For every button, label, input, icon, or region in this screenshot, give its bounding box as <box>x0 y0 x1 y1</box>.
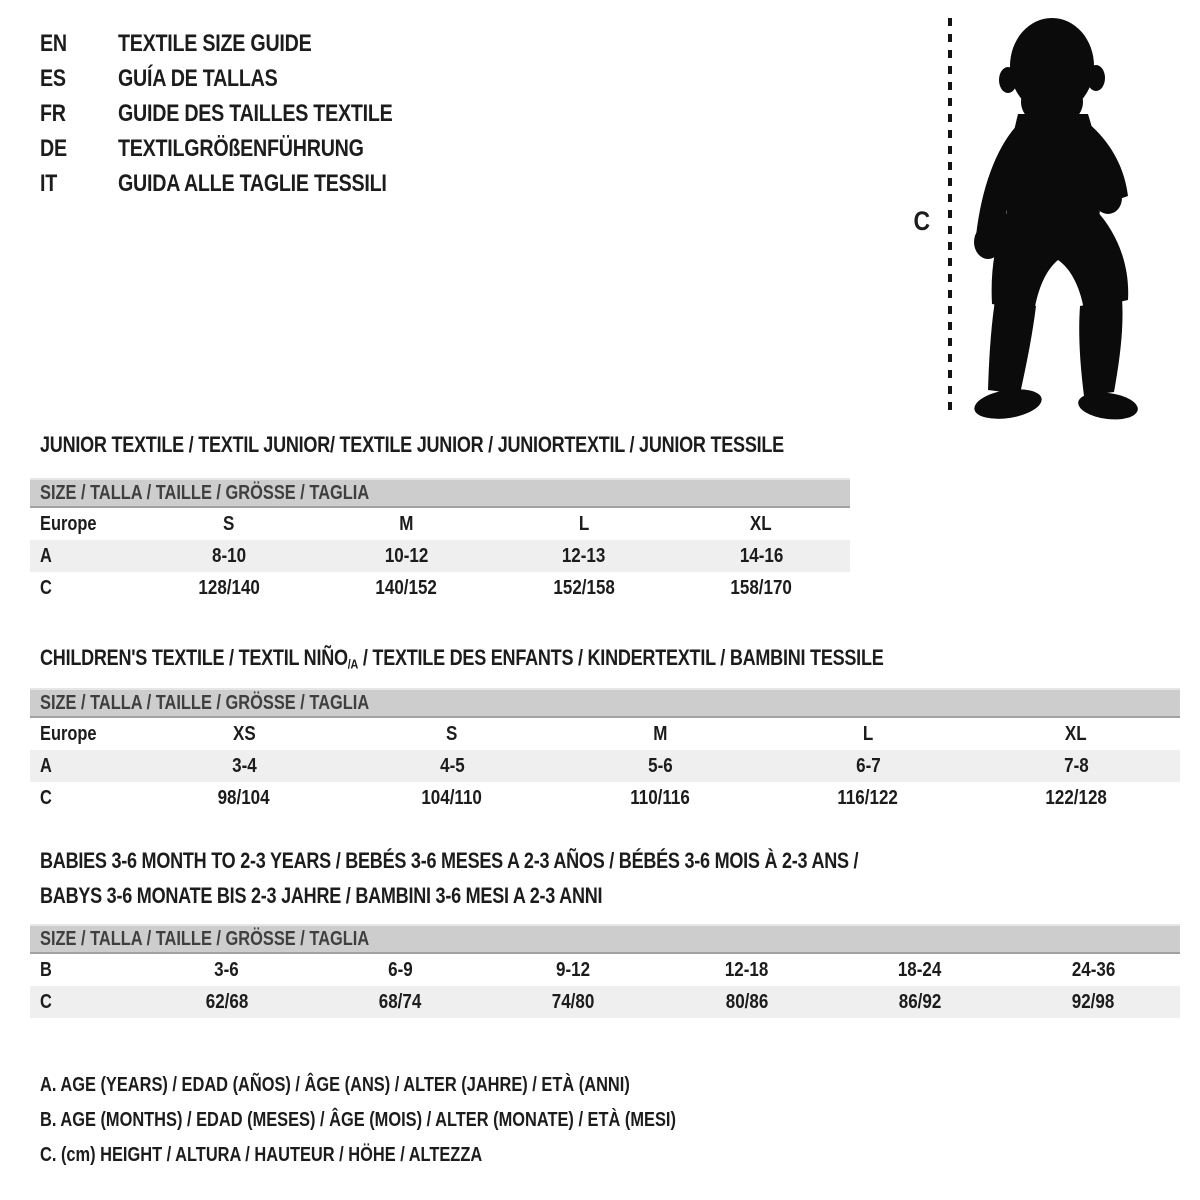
row-label-cell: B <box>40 959 52 981</box>
legend-line-b: B. AGE (MONTHS) / EDAD (MESES) / ÂGE (MOIS) / ALTER (MONATE) / ETÀ (MESI) <box>40 1109 676 1131</box>
size-value-cell: 4-5 <box>439 755 465 777</box>
lang-title-de: TEXTILGRÖßENFÜHRUNG <box>118 135 364 162</box>
size-value-cell: 8-10 <box>211 545 246 567</box>
size-value-cell: 24-36 <box>1071 959 1116 981</box>
babies-title-line1: BABIES 3-6 MONTH TO 2-3 YEARS / BEBÉS 3-6 MESES A 2-3 AÑOS / BÉBÉS 3-6 MOIS À 2-3 ANS / <box>40 848 859 873</box>
measurement-legend <box>40 1068 816 1173</box>
size-value-cell: S <box>446 723 458 745</box>
size-value-cell: 74/80 <box>552 991 595 1013</box>
size-value-cell: L <box>862 723 874 745</box>
size-table-header: SIZE / TALLA / TAILLE / GRÖSSE / TAGLIA <box>30 924 1180 954</box>
legend-line-a: A. AGE (YEARS) / EDAD (AÑOS) / ÂGE (ANS) / ALTER (JAHRE) / ETÀ (ANNI) <box>40 1074 630 1096</box>
babies-size-table <box>30 924 1180 1018</box>
lang-row-fr <box>40 96 453 131</box>
size-value-cell: L <box>578 513 589 535</box>
height-measure-label: C <box>913 206 931 236</box>
nino-a-subscript: /A <box>347 656 359 672</box>
size-value-cell: 128/140 <box>198 577 260 599</box>
size-value-cell: 92/98 <box>1072 991 1115 1013</box>
row-label-cell: A <box>40 755 52 777</box>
size-value-cell: 152/158 <box>553 577 615 599</box>
table-row-europe <box>30 508 850 540</box>
table-row-age-months <box>30 954 1180 986</box>
table-row-age <box>30 540 850 572</box>
junior-size-table <box>30 478 850 604</box>
size-value-cell: 6-9 <box>387 959 413 981</box>
size-value-cell: XS <box>232 723 256 745</box>
size-table-header: SIZE / TALLA / TAILLE / GRÖSSE / TAGLIA <box>30 478 850 508</box>
size-value-cell: 6-7 <box>855 755 881 777</box>
size-value-cell: 3-6 <box>214 959 239 981</box>
lang-code-fr: FR <box>40 100 66 127</box>
size-value-cell: 9-12 <box>556 959 591 981</box>
size-value-cell: 104/110 <box>421 787 483 809</box>
row-label-cell: C <box>40 577 52 599</box>
size-value-cell: XL <box>750 513 773 535</box>
size-value-cell: 122/128 <box>1045 787 1107 809</box>
table-row-height <box>30 782 1180 814</box>
lang-row-de <box>40 131 453 166</box>
row-label-cell: C <box>40 991 52 1013</box>
size-value-cell: 12-13 <box>562 545 606 567</box>
size-value-cell: M <box>399 513 414 535</box>
toddler-silhouette-icon <box>962 14 1140 420</box>
table-row-age <box>30 750 1180 782</box>
size-value-cell: 68/74 <box>378 991 422 1013</box>
babies-section-title <box>40 843 1038 913</box>
size-value-cell: 3-4 <box>231 755 257 777</box>
row-label-cell: Europe <box>40 723 97 745</box>
size-value-cell: S <box>223 513 235 535</box>
lang-title-fr: GUIDE DES TAILLES TEXTILE <box>118 100 393 127</box>
row-label-cell: Europe <box>40 513 97 535</box>
children-section-title: CHILDREN'S TEXTILE / TEXTIL NIÑO/A / TEXTILE DES ENFANTS / KINDERTEXTIL / BAMBINI TESSILE <box>40 645 884 672</box>
lang-row-es <box>40 61 453 96</box>
size-value-cell: 7-8 <box>1063 755 1089 777</box>
size-value-cell: 18-24 <box>898 959 942 981</box>
size-value-cell: 14-16 <box>739 545 783 567</box>
lang-title-it: GUIDA ALLE TAGLIE TESSILI <box>118 170 387 197</box>
size-value-cell: 62/68 <box>205 991 248 1013</box>
size-value-cell: XL <box>1065 723 1087 745</box>
size-value-cell: 116/122 <box>837 787 899 809</box>
lang-row-en <box>40 26 453 61</box>
size-value-cell: 158/170 <box>730 577 792 599</box>
lang-code-en: EN <box>40 30 67 57</box>
size-value-cell: 5-6 <box>647 755 673 777</box>
children-size-table <box>30 688 1180 814</box>
row-label-cell: C <box>40 787 52 809</box>
row-label-cell: A <box>40 545 52 567</box>
table-row-height <box>30 986 1180 1018</box>
table-row-height <box>30 572 850 604</box>
legend-line-c: C. (cm) HEIGHT / ALTURA / HAUTEUR / HÖHE / ALTEZZA <box>40 1144 483 1166</box>
height-measure-dashed-line <box>948 18 952 416</box>
size-value-cell: 12-18 <box>724 959 769 981</box>
babies-title-line2: BABYS 3-6 MONATE BIS 2-3 JAHRE / BAMBINI 3-6 MESI A 2-3 ANNI <box>40 883 603 908</box>
lang-code-es: ES <box>40 65 66 92</box>
size-value-cell: M <box>652 723 668 745</box>
size-value-cell: 140/152 <box>375 577 437 599</box>
size-value-cell: 98/104 <box>217 787 270 809</box>
lang-code-de: DE <box>40 135 67 162</box>
junior-section-title: JUNIOR TEXTILE / TEXTIL JUNIOR/ TEXTILE JUNIOR / JUNIORTEXTIL / JUNIOR TESSILE <box>40 432 784 457</box>
table-row-europe <box>30 718 1180 750</box>
lang-title-en: TEXTILE SIZE GUIDE <box>118 30 312 57</box>
lang-title-es: GUÍA DE TALLAS <box>118 65 278 92</box>
size-value-cell: 86/92 <box>898 991 942 1013</box>
size-value-cell: 80/86 <box>725 991 768 1013</box>
size-table-header: SIZE / TALLA / TAILLE / GRÖSSE / TAGLIA <box>30 688 1180 718</box>
lang-code-it: IT <box>40 170 58 197</box>
size-value-cell: 10-12 <box>384 545 428 567</box>
lang-row-it <box>40 166 453 201</box>
language-header <box>40 26 453 201</box>
size-value-cell: 110/116 <box>630 787 690 809</box>
